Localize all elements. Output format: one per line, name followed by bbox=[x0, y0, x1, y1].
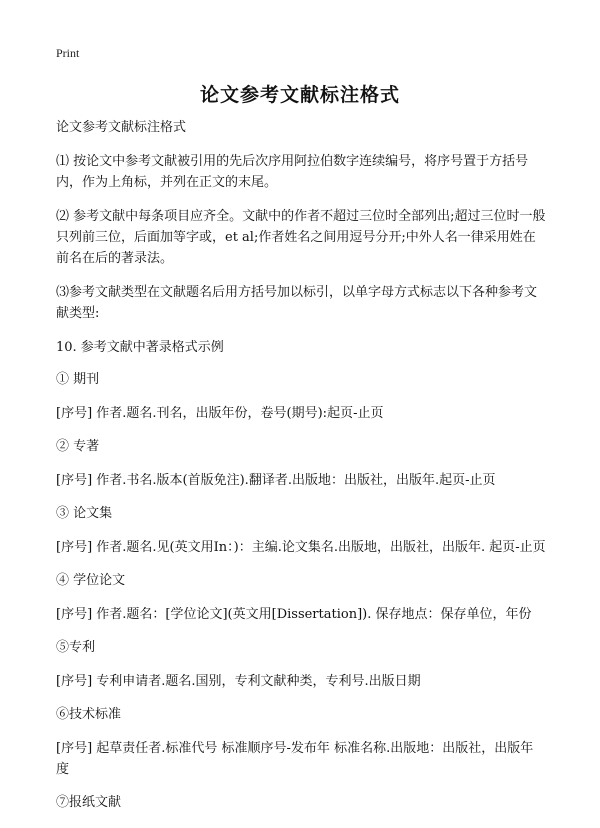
page-title: 论文参考文献标注格式 bbox=[199, 84, 400, 106]
rule-paragraph: ⑵ 参考文献中每条项目应齐全。文献中的作者不超过三位时全部列出;超过三位时一般只列前三位，后面加等字或，et al;作者姓名之间用逗号分开;中外人名一律采用姓在前名在后的著录法。 bbox=[56, 209, 546, 266]
example-label-monograph: ② 专著 bbox=[56, 439, 100, 454]
example-format-journal: [序号] 作者.题名.刊名，出版年份，卷号(期号):起页-止页 bbox=[56, 406, 384, 421]
article-body bbox=[56, 117, 546, 826]
rule-paragraph: ⑶参考文献类型在文献题名后用方括号加以标引，以单字母方式标志以下各种参考文献类型: bbox=[56, 285, 538, 321]
article-subtitle: 论文参考文献标注格式 bbox=[56, 120, 187, 135]
example-label-journal: ① 期刊 bbox=[56, 372, 100, 387]
example-format-thesis: [序号] 作者.题名：[学位论文](英文用[Dissertation]). 保存地点：保存单位，年份 bbox=[56, 607, 532, 622]
example-label-newspaper: ⑦报纸文献 bbox=[56, 795, 122, 810]
examples-heading: 10. 参考文献中著录格式示例 bbox=[56, 340, 224, 355]
rule-paragraph: ⑴ 按论文中参考文献被引用的先后次序用阿拉伯数字连续编号，将序号置于方括号内，作为上角标，并列在正文的末尾。 bbox=[56, 154, 529, 190]
example-label-patent: ⑤专利 bbox=[56, 640, 96, 655]
print-link[interactable]: Print bbox=[56, 46, 80, 60]
example-label-thesis: ④ 学位论文 bbox=[56, 573, 126, 588]
example-format-monograph: [序号] 作者.书名.版本(首版免注).翻译者.出版地：出版社，出版年.起页-止页 bbox=[56, 473, 496, 488]
example-format-patent: [序号] 专利申请者.题名.国别，专利文献种类，专利号.出版日期 bbox=[56, 674, 421, 689]
example-label-standard: ⑥技术标准 bbox=[56, 707, 122, 722]
example-format-standard: [序号] 起草责任者.标准代号 标准顺序号-发布年 标准名称.出版地：出版社，出版年度 bbox=[56, 741, 534, 777]
example-label-proceedings: ③ 论文集 bbox=[56, 506, 113, 521]
example-format-proceedings: [序号] 作者.题名.见(英文用In：)：主编.论文集名.出版地，出版社，出版年. 起页-止页 bbox=[56, 540, 546, 555]
